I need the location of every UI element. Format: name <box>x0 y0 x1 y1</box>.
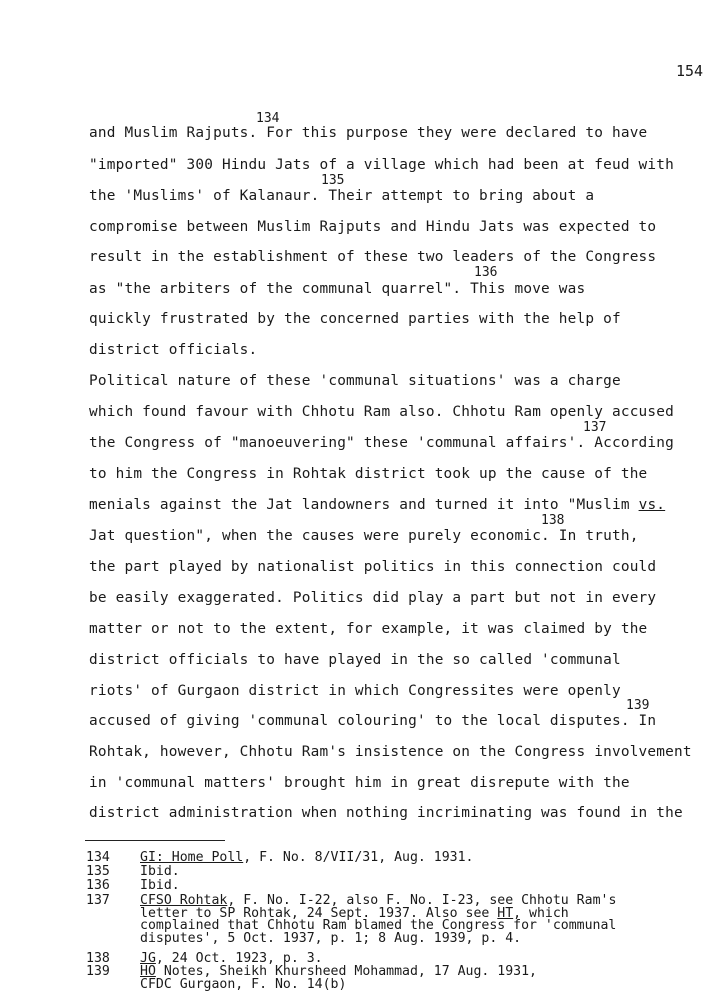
footnote-ref-136: 136 <box>474 265 498 280</box>
body-line-5: result in the establishment of these two leaders of the Congress <box>89 249 657 265</box>
body-line-13: menials against the Jat landowners and turned it into "Muslim vs. <box>89 497 666 513</box>
body-line-20: accused of giving 'communal colouring' to the local disputes. In <box>89 713 657 729</box>
footnote-134: 134 GI: Home Poll, F. No. 8/VII/31, Aug. 1931. <box>86 850 474 865</box>
footnote-ref-134: 134 <box>256 111 280 126</box>
footnote-source: GI: Home Poll <box>140 850 244 865</box>
body-line-6: as "the arbiters of the communal quarrel". This move was <box>89 281 586 297</box>
body-line-23: district administration when nothing incriminating was found in the <box>89 805 683 821</box>
footnote-source: JG <box>140 951 156 966</box>
footnote-136: 136 Ibid. <box>86 878 180 893</box>
body-line-15: the part played by nationalist politics in this connection could <box>89 559 657 575</box>
footnote-ref-138: 138 <box>541 513 565 528</box>
body-line-7: quickly frustrated by the concerned parties with the help of <box>89 311 621 327</box>
body-line-12: to him the Congress in Rohtak district took up the cause of the <box>89 466 648 482</box>
body-line-17: matter or not to the extent, for example, it was claimed by the <box>89 621 648 637</box>
body-line-19: riots' of Gurgaon district in which Congressites were openly <box>89 683 621 699</box>
body-line-2: "imported" 300 Hindu Jats of a village which had been at feud with <box>89 157 675 173</box>
footnote-ref-139: 139 <box>626 698 650 713</box>
footnote-135: 135 Ibid. <box>86 864 180 879</box>
footnote-source: HO <box>140 964 156 979</box>
footnote-ref-137: 137 <box>583 420 607 435</box>
body-line-22: in 'communal matters' brought him in great disrepute with the <box>89 775 630 791</box>
body-line-18: district officials to have played in the so called 'communal <box>89 652 621 668</box>
footnote-137: 137 CFSO Rohtak, F. No. I-22, also F. No. I-23, see Chhotu Ram's letter to SP Rohtak, 24 Sept. 1937. Also see HT, which complained that Chhotu Ram blamed the Congress for 'communal disputes', 5 Oct. 1937, p. 1; 8 Aug. 1939, p. 4. <box>86 893 617 946</box>
body-line-9: Political nature of these 'communal situations' was a charge <box>89 373 621 389</box>
footnote-source: CFSO Rohtak <box>140 893 228 908</box>
body-line-3: the 'Muslims' of Kalanaur. Their attempt to bring about a <box>89 188 595 204</box>
body-line-21: Rohtak, however, Chhotu Ram's insistence on the Congress involvement <box>89 744 692 760</box>
footnote-139: 139 HO Notes, Sheikh Khursheed Mohammad, 17 Aug. 1931, CFDC Gurgaon, F. No. 14(b) <box>86 964 537 992</box>
body-line-14: Jat question", when the causes were purely economic. In truth, <box>89 528 639 544</box>
footnote-source: HT <box>497 905 514 921</box>
body-line-8: district officials. <box>89 342 258 358</box>
page-number: 154 <box>676 62 703 80</box>
footnote-138: 138 JG, 24 Oct. 1923, p. 3. <box>86 951 323 966</box>
body-line-11: the Congress of "manoeuvering" these 'communal affairs'. According <box>89 435 675 451</box>
underlined-vs: vs. <box>638 497 666 513</box>
body-line-10: which found favour with Chhotu Ram also. Chhotu Ram openly accused <box>89 404 675 420</box>
body-line-16: be easily exaggerated. Politics did play a part but not in every <box>89 590 657 606</box>
footnote-divider <box>85 840 225 841</box>
body-line-4: compromise between Muslim Rajputs and Hindu Jats was expected to <box>89 219 657 235</box>
footnote-ref-135: 135 <box>321 173 345 188</box>
body-line-1: and Muslim Rajputs. For this purpose they were declared to have <box>89 125 648 141</box>
